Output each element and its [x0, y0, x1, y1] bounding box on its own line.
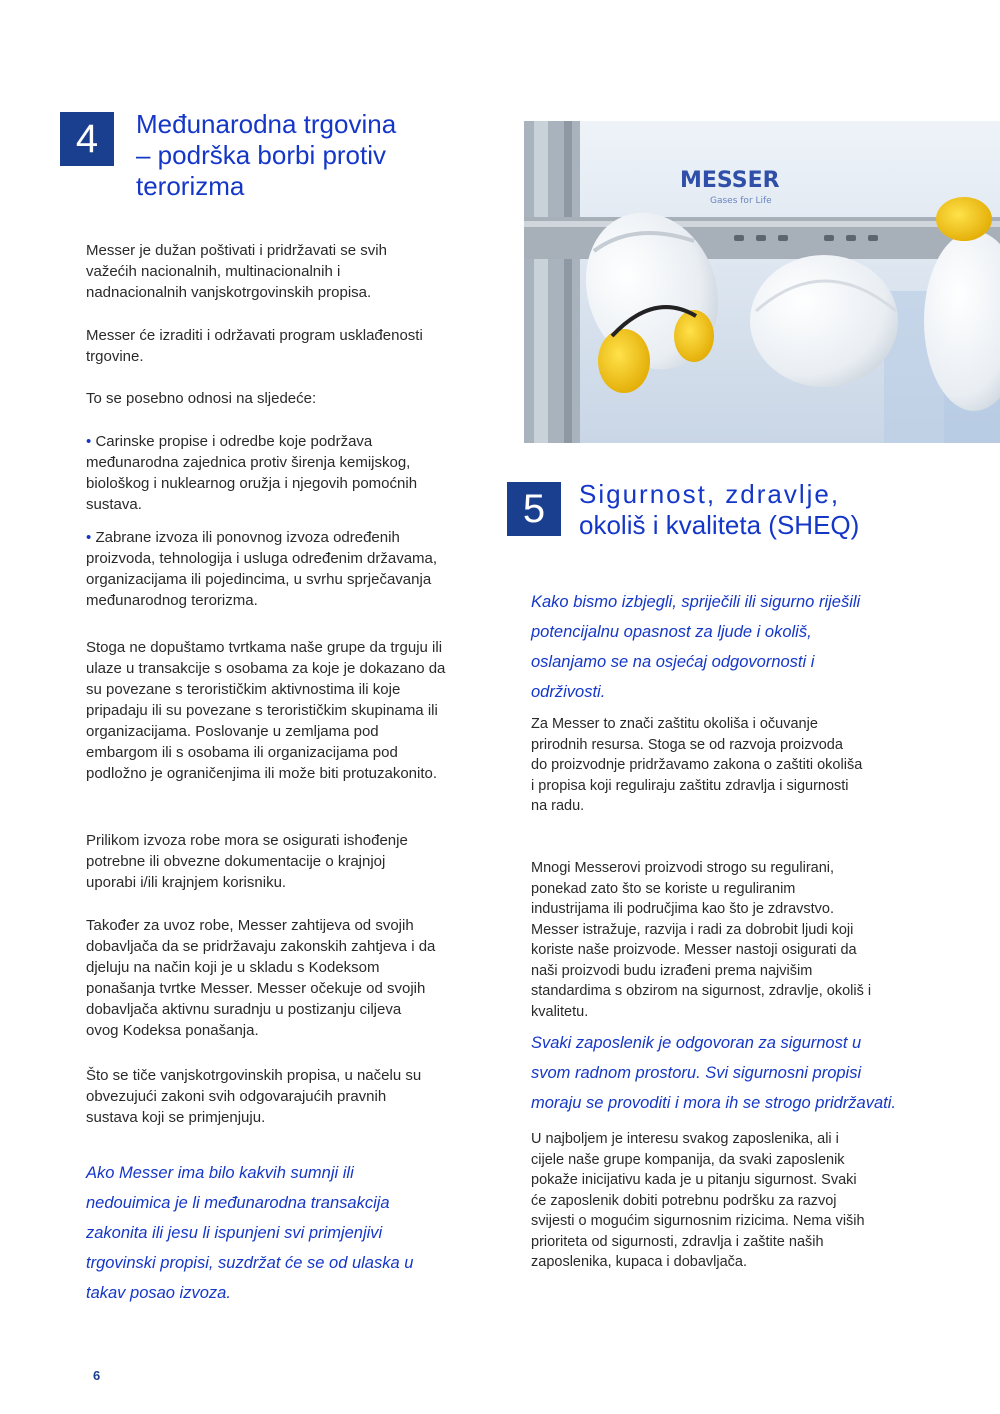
s4-paragraph-2: Messer će izraditi i održavati program usklađenosti trgovine.	[86, 327, 423, 365]
s4-paragraph-7: Što se tiče vanjskotrgovinskih propisa, u načelu su obvezujući zakoni svih odgovarajućih pravnih sustava koji se primjenjuju.	[86, 1067, 422, 1126]
s5-paragraph-3: U najboljem je interesu svakog zaposlenika, ali i cijele naše grupe kompanija, da svaki zaposlenik pokaže inicijativu kada je u pitanju sigurnost. Svaki će zaposlenik dobiti potrebnu podršku za razvoj svijesti o mogućim sigurnosnim rizicima. Nema viših prioriteta od sigurnosti, zdravlja i zaštite naših zaposlenika, kupaca i dobavljača.	[531, 1131, 865, 1270]
messer-logo: MESSER	[680, 168, 780, 193]
section-4-number: 4	[60, 112, 114, 166]
title-line: terorizma	[136, 171, 245, 201]
title-line: – podrška borbi protiv	[136, 140, 387, 170]
s4-paragraph-6: Također za uvoz robe, Messer zahtijeva od svojih dobavljača da se pridržavaju zakonskih zahtjeva i da djeluju na način koji je u skladu s Kodeksom ponašanja tvrtke Messer. Messer očekuje od svojih dobavljača aktivnu suradnju u postizanju ciljeva ovog Kodeksa ponašanja.	[86, 917, 436, 1039]
s5-paragraph-2: Mnogi Messerovi proizvodi strogo su regulirani, ponekad zato što se koriste u reguliranim industrijama ili područjima kao što je zdravstvo. Messer istražuje, razvija i radi za dobrobit ljudi koji koriste naše proizvode. Messer nastoji osigurati da naši proizvodi budu izrađeni prema najvišim standardima s obzirom na sigurnost, zdravlje, okoliš i kvalitetu.	[531, 860, 872, 1020]
section-5-title	[579, 479, 859, 541]
photo-illustration	[524, 121, 1000, 443]
bullet-icon: •	[86, 529, 92, 546]
s4-paragraph-4: Stoga ne dopuštamo tvrtkama naše grupe da trguju ili ulaze u transakcije s osobama za koje je dokazano da su povezane s terorističkim aktivnostima ili koje pripadaju ili su povezane s terorističkim skupinama ili organizacijama. Poslovanje u zemljama pod embargom ili s osobama ili organizacijama pod podložno je ograničenjima ili može biti protuzakonito.	[86, 639, 446, 782]
bullet-icon: •	[86, 433, 92, 450]
title-line: okoliš i kvaliteta (SHEQ)	[579, 510, 860, 540]
s4-paragraph-5: Prilikom izvoza robe mora se osigurati ishođenje potrebne ili obvezne dokumentacije o krajnjoj uporabi i/ili krajnjem korisniku.	[86, 832, 408, 891]
s4-paragraph-1: Messer je dužan poštivati i pridržavati se svih važećih nacionalnih, multinacionalnih i nadnacionalnih vanjskotrgovinskih propisa.	[86, 242, 387, 301]
s4-paragraph-3: To se posebno odnosi na sljedeće:	[86, 390, 317, 407]
s5-italic-intro: Kako bismo izbjegli, spriječili ili sigurno riješili potencijalnu opasnost za ljude i okoliš, oslanjamo se na osjećaj odgovornosti i održivosti.	[531, 593, 861, 701]
s4-bullet-1: • Carinske propise i odredbe koje podržava međunarodna zajednica protiv širenja kemijskog, biološkog i nuklearnog oružja i njegovih pomoćnih sustava.	[86, 433, 418, 513]
section-5-number: 5	[507, 482, 561, 536]
hard-hats-photo	[524, 121, 1000, 443]
page-number: 6	[93, 1368, 101, 1383]
s5-italic-callout: Svaki zaposlenik je odgovoran za sigurnost u svom radnom prostoru. Svi sigurnosni propisi moraju se provoditi i mora ih se strogo pridržavati.	[531, 1034, 896, 1112]
s5-paragraph-1: Za Messer to znači zaštitu okoliša i očuvanje prirodnih resursa. Stoga se od razvoja proizvoda do proizvodnje pridržavamo zakona o zaštiti okoliša i propisa koji reguliraju zaštitu zdravlja i sigurnosti na radu.	[531, 716, 863, 814]
messer-tagline: Gases for Life	[710, 196, 772, 206]
title-line: Sigurnost, zdravlje,	[579, 479, 841, 509]
title-line: Međunarodna trgovina	[136, 109, 397, 139]
s4-bullet-2: • Zabrane izvoza ili ponovnog izvoza određenih proizvoda, tehnologija i usluga određenim državama, organizacijama ili pojedincima, u svrhu sprječavanja međunarodnog terorizma.	[86, 529, 438, 609]
section-4-title	[136, 109, 396, 202]
s4-italic-callout: Ako Messer ima bilo kakvih sumnji ili nedouimica je li međunarodna transakcija zakonita ili jesu li ispunjeni svi primjenjivi trgovinski propisi, suzdržat će se od ulaska u takav posao izvoza.	[86, 1164, 414, 1302]
